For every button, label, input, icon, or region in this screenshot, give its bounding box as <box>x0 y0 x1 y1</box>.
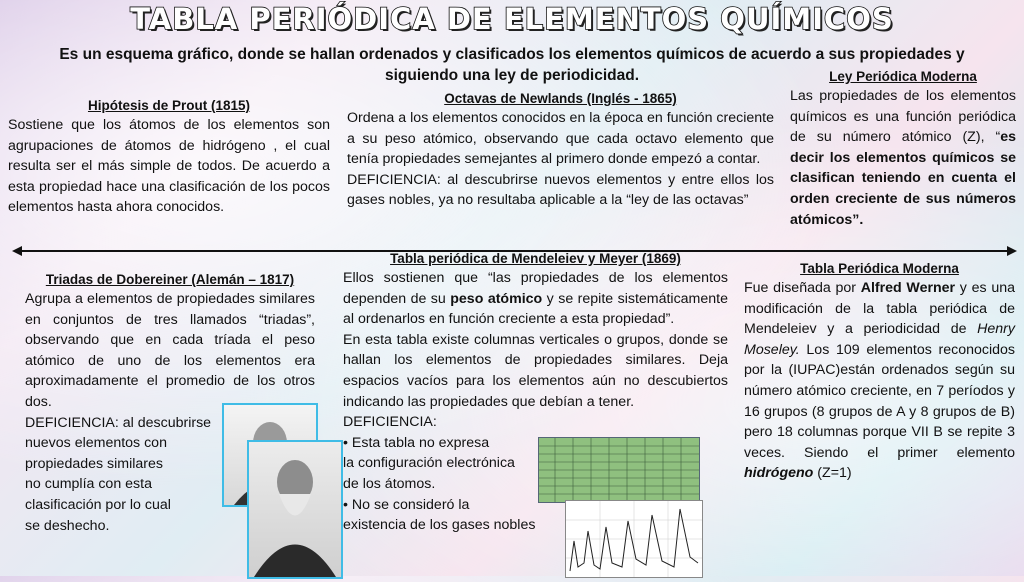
triadas-deficiency-4: clasificación por lo cual <box>25 496 171 513</box>
prout-heading: Hipótesis de Prout (1815) <box>87 98 251 113</box>
prout-text: Sostiene que los átomos de los elementos son agrupaciones de átomos de hidrógeno , el cual resulta ser el más simple de todos. De acuerdo a esta propiedad hace una clasificación de los pocos elementos hasta ahora conocidos. <box>8 117 330 216</box>
moderna-a: Fue diseñada por <box>744 280 861 296</box>
hidrogeno: hidrógeno <box>744 465 814 482</box>
bullet1-line0: • Esta tabla no expresa <box>343 434 490 451</box>
mendeleiev-heading: Tabla periódica de Mendeleiev y Meyer (1869) <box>390 251 681 266</box>
ley-text-bold: es decir los elementos químicos se clasifican teniendo en cuenta el orden creciente de sus números atómicos”. <box>790 129 1016 228</box>
triadas-deficiency-0: DEFICIENCIA: al descubrirse <box>25 414 212 431</box>
moderna-b: y es una modificación de la tabla periódica de Mendeleiev y a periodicidad de <box>744 280 1015 338</box>
moderna-c: Los 109 elementos reconocidos por la (IUPAC)están ordenados según su número atómico creciente, en 7 períodos y 16 grupos (8 grupos de A y 8 grupos de B) pero 18 columnas porque VII B se repite 3 veces. Siendo el primer elemento <box>744 341 1015 461</box>
prout-section <box>8 97 330 218</box>
bullet2-line0: • No se consideró la <box>343 496 470 513</box>
page-title: TABLA PERIÓDICA DE ELEMENTOS QUÍMICOS <box>130 2 894 36</box>
triadas-deficiency-1: nuevos elementos con <box>25 435 167 452</box>
newlands-heading: Octavas de Newlands (Inglés - 1865) <box>444 91 677 106</box>
bullet1-line2: de los átomos. <box>343 475 436 492</box>
page-subtitle: Es un esquema gráfico, donde se hallan ordenados y clasificados los elementos químicos de acuerdo a sus propiedades y siguiendo una ley de periodicidad. <box>59 46 965 84</box>
triadas-deficiency-2: propiedades similares <box>25 455 164 472</box>
mendeleiev-p1 <box>343 268 728 330</box>
mendeleiev-p1-a: Ellos sostienen que “las propiedades de los elementos dependen de su <box>343 270 728 307</box>
moderna-section <box>744 260 1015 484</box>
ley-section <box>790 68 1016 230</box>
newlands-section <box>347 90 774 211</box>
ley-text <box>790 86 1016 230</box>
triadas-deficiency-5: se deshecho. <box>25 517 110 534</box>
triadas-heading: Triadas de Dobereiner (Alemán – 1817) <box>45 272 295 287</box>
triadas-text: Agrupa a elementos de propiedades similares en conjuntos de tres llamados “triadas”, observando que en cada tríada el peso atómico de uno de los elementos era aproximadamente el promedio de los otros dos. <box>25 291 315 410</box>
mendeleiev-deficiency-label: DEFICIENCIA: <box>343 414 437 431</box>
bullet1-line1: la configuración electrónica <box>343 455 515 472</box>
henry-moseley: Henry Moseley. <box>744 321 1015 358</box>
peso-atomico: peso atómico <box>450 290 543 307</box>
ley-heading: Ley Periódica Moderna <box>829 69 977 84</box>
mendeleiev-p1-b: y se repite sistemáticamente al ordenarlos en función creciente a esta propiedad”. <box>343 290 728 328</box>
triadas-deficiency-3: no cumplía con esta <box>25 476 152 493</box>
moderna-heading: Tabla Periódica Moderna <box>800 261 959 276</box>
bullet2-line1: existencia de los gases nobles <box>343 517 536 534</box>
mendeleiev-p2: En esta tabla existe columnas verticales o grupos, donde se hallan los elementos de propiedades similares. Deja espacios vacíos para los elementos aún no descubiertos indicando las propiedades que debían a tener. <box>343 331 728 410</box>
moderna-text <box>744 278 1015 484</box>
alfred-werner: Alfred Werner <box>860 280 956 296</box>
newlands-text: Ordena a los elementos conocidos en la época en función creciente a su peso atómico, observando que cada octavo elemento que tenía propiedades semejantes al primero donde empezó a contar. <box>347 110 774 168</box>
atomic-volume-graph-image <box>565 500 703 578</box>
ley-text-plain: Las propiedades de los elementos químicos es una función periódica de su número atómico (Z), “ <box>790 88 1016 146</box>
mendeleiev-portrait <box>247 440 343 579</box>
mendeleiev-table-image <box>538 437 700 503</box>
newlands-deficiency: DEFICIENCIA: al descubrirse nuevos elementos y entre ellos los gases nobles, ya no resultaba aplicable a la “ley de las octavas” <box>347 171 774 209</box>
moderna-d: (Z=1) <box>813 465 852 482</box>
